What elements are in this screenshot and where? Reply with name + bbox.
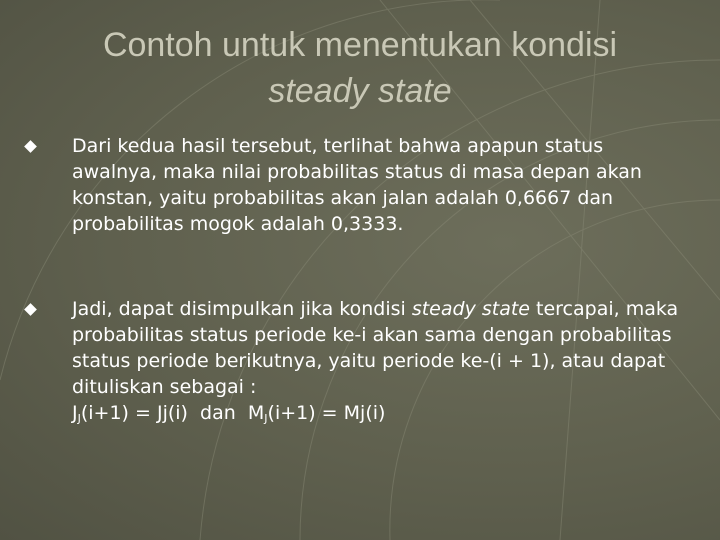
formula — [72, 400, 682, 432]
bullet-2-text-after: tercapai, maka probabilitas status periode ke-i akan sama dengan probabilitas status periode berikutnya, yaitu periode ke-(i + 1), atau dapat dituliskan sebagai : — [72, 298, 679, 398]
bullet-1-text: Dari kedua hasil tersebut, terlihat bahwa apapun status awalnya, maka nilai probabilitas status di masa depan akan konstan, yaitu probabilitas akan jalan adalah 0,6667 dan probabilitas mogok adalah 0,3333. — [72, 135, 642, 235]
bullet-2-text-before: Jadi, dapat disimpulkan jika kondisi — [72, 298, 412, 320]
formula-m-rest: (i+1) = Mj(i) — [267, 402, 386, 424]
formula-j-subscript: J — [77, 412, 81, 425]
formula-j-var: J — [72, 402, 78, 424]
formula-m-subscript: J — [264, 412, 268, 425]
formula-m-var: M — [247, 402, 265, 424]
bullet-1 — [72, 133, 682, 237]
bullet-2 — [72, 296, 682, 432]
formula-j-rest: (i+1) = Jj(i) dan — [80, 402, 248, 424]
title-line-2: steady state — [268, 72, 452, 110]
title-line-1: Contoh untuk menentukan kondisi — [102, 26, 618, 64]
bullet-2-italic: steady state — [411, 298, 530, 320]
slide-title — [0, 22, 720, 114]
